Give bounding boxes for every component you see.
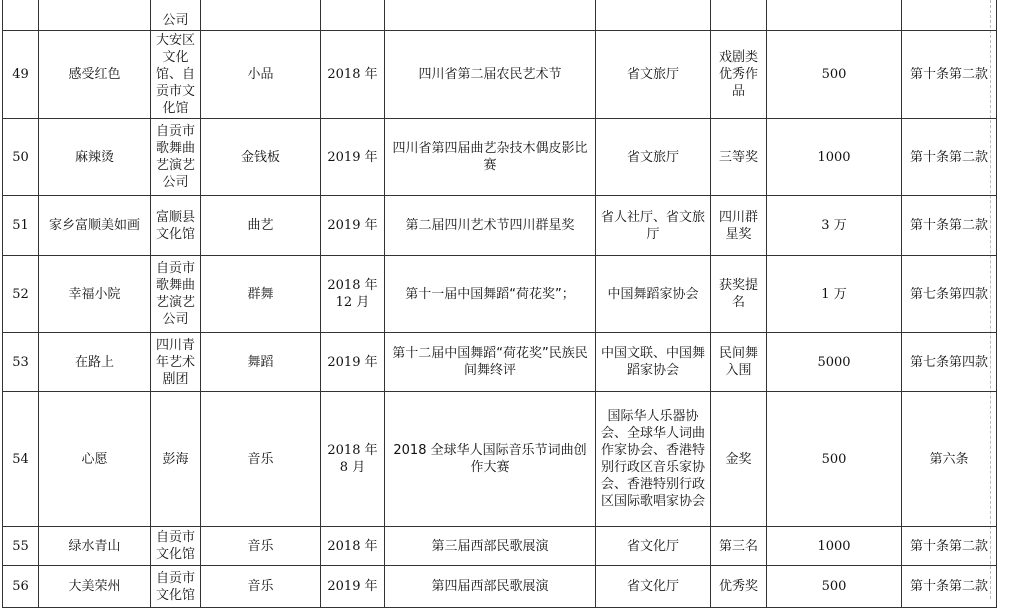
- no-text: 53: [12, 354, 29, 370]
- name-text: 幸福小院: [68, 286, 121, 302]
- table-row: [3, 566, 997, 608]
- event-text: 2018 全球华人国际音乐节词曲创作大赛: [393, 443, 587, 475]
- award-text: 三等奖: [718, 149, 758, 165]
- org-text: 大安区文化馆、自贡市文化馆: [155, 33, 195, 116]
- type-text: 舞蹈: [247, 354, 274, 370]
- no-cell: [3, 196, 39, 256]
- amount-text: 3 万: [821, 218, 847, 233]
- type-text: 金钱板: [240, 149, 280, 165]
- org-text: 自贡市歌舞曲艺演艺公司: [155, 261, 195, 327]
- year-text: 2019 年: [327, 579, 378, 594]
- host-text: 省文化厅: [626, 579, 679, 594]
- amount-cell: [767, 566, 902, 608]
- event-cell: [385, 392, 596, 527]
- host-text: 省文旅厅: [626, 67, 679, 82]
- amount-cell: [767, 196, 902, 256]
- award-text: 四川群星奖: [718, 209, 758, 242]
- event-cell: [385, 31, 596, 119]
- event-text: 第二届四川艺术节四川群星奖: [405, 218, 575, 233]
- year-text: 2019 年: [327, 218, 378, 233]
- table-row: [3, 392, 997, 527]
- org-cell: [151, 31, 201, 119]
- name-text: 大美荣州: [68, 579, 121, 594]
- host-cell: [596, 196, 711, 256]
- award-text: 民间舞入围: [718, 346, 758, 378]
- clause-text: 第十条第二款: [909, 218, 988, 233]
- host-text: 中国文联、中国舞蹈家协会: [600, 346, 705, 378]
- amount-text: 5000: [817, 354, 851, 370]
- amount-cell: [767, 392, 902, 527]
- name-cell: [39, 333, 151, 392]
- org-cell: [151, 566, 201, 608]
- type-text: 音乐: [247, 451, 274, 467]
- clause-cell: [902, 196, 997, 256]
- table-row: [3, 196, 997, 256]
- amount-text: 1 万: [821, 286, 847, 302]
- no-text: 56: [12, 579, 29, 594]
- name-cell: [39, 566, 151, 608]
- org-cell: [151, 0, 201, 31]
- event-cell: [385, 527, 596, 566]
- clause-text: 第七条第四款: [909, 286, 988, 302]
- no-text: 55: [12, 538, 29, 554]
- host-text: 省文旅厅: [626, 149, 679, 165]
- no-cell: [3, 31, 39, 119]
- table-row: [3, 527, 997, 566]
- name-text: 家乡富顺美如画: [48, 218, 140, 233]
- org-text: 四川青年艺术剧团: [155, 337, 195, 387]
- amount-cell: [767, 119, 902, 196]
- host-cell: [596, 256, 711, 333]
- name-cell: [39, 196, 151, 256]
- event-text: 第三届西部民歌展演: [431, 538, 549, 554]
- org-text: 自贡市歌舞曲艺演艺公司: [155, 124, 195, 190]
- year-cell: [321, 256, 385, 333]
- amount-cell: [767, 333, 902, 392]
- host-cell: [596, 333, 711, 392]
- year-text: 2018 年: [327, 67, 378, 82]
- type-text: 曲艺: [247, 218, 274, 233]
- clause-cell: [902, 256, 997, 333]
- clause-text: 第十条第二款: [909, 67, 988, 82]
- org-cell: [151, 256, 201, 333]
- no-text: 54: [12, 451, 29, 467]
- org-cell: [151, 392, 201, 527]
- type-text: 群舞: [247, 286, 274, 302]
- type-cell: [201, 119, 321, 196]
- award-cell: [711, 196, 767, 256]
- name-text: 在路上: [74, 354, 114, 370]
- year-cell: [321, 31, 385, 119]
- award-text: 戏剧类优秀作品: [718, 50, 758, 99]
- clause-cell: [902, 392, 997, 527]
- clause-cell: [902, 333, 997, 392]
- award-cell: [711, 527, 767, 566]
- clause-cell: [902, 119, 997, 196]
- no-cell: [3, 527, 39, 566]
- event-text: 第十一届中国舞蹈“荷花奖”；: [405, 286, 575, 302]
- host-text: 省文化厅: [626, 538, 679, 554]
- year-text: 2018 年 12 月: [327, 278, 378, 310]
- type-cell: [201, 256, 321, 333]
- no-cell: [3, 256, 39, 333]
- award-text: 优秀奖: [718, 579, 758, 594]
- clause-cell: [902, 527, 997, 566]
- event-cell: [385, 566, 596, 608]
- host-cell: [596, 527, 711, 566]
- org-text: 公司: [162, 13, 189, 28]
- table-row: [3, 256, 997, 333]
- award-cell: [711, 119, 767, 196]
- event-cell: [385, 256, 596, 333]
- amount-cell: [767, 256, 902, 333]
- name-cell: [39, 527, 151, 566]
- award-cell: [711, 31, 767, 119]
- type-text: 小品: [247, 67, 274, 82]
- award-text: 第三名: [718, 538, 758, 554]
- event-cell: [385, 196, 596, 256]
- type-cell: [201, 196, 321, 256]
- no-text: 50: [12, 149, 29, 165]
- org-text: 富顺县文化馆: [155, 209, 195, 242]
- clause-text: 第十条第二款: [909, 149, 988, 165]
- host-cell: [596, 31, 711, 119]
- table-row: [3, 31, 997, 119]
- table-row: [3, 333, 997, 392]
- type-cell: [201, 333, 321, 392]
- amount-text: 1000: [817, 149, 851, 165]
- org-cell: [151, 196, 201, 256]
- clause-cell: [902, 31, 997, 119]
- name-text: 感受红色: [68, 67, 121, 82]
- org-cell: [151, 333, 201, 392]
- name-cell: [39, 256, 151, 333]
- no-cell: [3, 566, 39, 608]
- year-cell: [321, 566, 385, 608]
- org-cell: [151, 527, 201, 566]
- year-text: 2018 年: [327, 538, 378, 554]
- name-text: 麻辣烫: [74, 149, 114, 165]
- name-text: 心愿: [81, 451, 108, 467]
- award-text: 金奖: [725, 451, 752, 467]
- clause-text: 第六条: [929, 451, 969, 467]
- year-text: 2019 年: [327, 149, 378, 165]
- no-cell: [3, 119, 39, 196]
- no-text: 52: [12, 286, 29, 302]
- org-text: 自贡市文化馆: [155, 570, 195, 603]
- award-text: 获奖提名: [718, 278, 758, 310]
- amount-cell: [767, 31, 902, 119]
- type-cell: [201, 392, 321, 527]
- event-cell: [385, 119, 596, 196]
- event-cell: [385, 333, 596, 392]
- no-cell: [3, 333, 39, 392]
- org-cell: [151, 119, 201, 196]
- org-text: 自贡市文化馆: [155, 530, 195, 562]
- amount-text: 500: [821, 67, 847, 82]
- year-cell: [321, 392, 385, 527]
- award-cell: [711, 392, 767, 527]
- event-text: 第十二届中国舞蹈“荷花奖”民族民间舞终评: [392, 346, 588, 378]
- event-text: 四川省第二届农民艺术节: [418, 67, 562, 82]
- type-cell: [201, 527, 321, 566]
- name-cell: [39, 31, 151, 119]
- type-cell: [201, 566, 321, 608]
- year-cell: [321, 119, 385, 196]
- award-cell: [711, 566, 767, 608]
- clause-text: 第十条第二款: [909, 579, 988, 594]
- amount-text: 500: [821, 451, 847, 467]
- host-text: 省人社厅、省文旅厅: [600, 209, 705, 242]
- host-cell: [596, 566, 711, 608]
- name-cell: [39, 119, 151, 196]
- type-cell: [201, 31, 321, 119]
- host-cell: [596, 392, 711, 527]
- no-text: 49: [12, 67, 29, 82]
- type-text: 音乐: [247, 538, 274, 554]
- event-text: 四川省第四届曲艺杂技木偶皮影比赛: [392, 141, 588, 173]
- host-text: 中国舞蹈家协会: [607, 286, 699, 302]
- event-text: 第四届西部民歌展演: [431, 579, 549, 594]
- clause-text: 第七条第四款: [909, 354, 988, 370]
- clause-text: 第十条第二款: [909, 538, 988, 554]
- table-row-partial: [3, 0, 997, 31]
- host-text: 国际华人乐器协会、全球华人词曲作家协会、香港特别行政区音乐家协会、香港特别行政区国际歌唱家协会: [600, 409, 705, 509]
- year-cell: [321, 333, 385, 392]
- year-cell: [321, 196, 385, 256]
- award-cell: [711, 256, 767, 333]
- table-row: [3, 119, 997, 196]
- amount-text: 1000: [817, 538, 851, 554]
- amount-text: 500: [821, 579, 847, 594]
- name-cell: [39, 392, 151, 527]
- award-cell: [711, 333, 767, 392]
- year-text: 2018 年 8 月: [327, 443, 378, 475]
- org-text: 彭海: [162, 451, 189, 467]
- no-cell: [3, 392, 39, 527]
- no-text: 51: [12, 218, 29, 233]
- year-cell: [321, 527, 385, 566]
- name-text: 绿水青山: [68, 538, 121, 554]
- host-cell: [596, 119, 711, 196]
- type-text: 音乐: [247, 579, 274, 594]
- year-text: 2019 年: [327, 354, 378, 370]
- awards-table: [2, 0, 997, 608]
- clause-cell: [902, 566, 997, 608]
- amount-cell: [767, 527, 902, 566]
